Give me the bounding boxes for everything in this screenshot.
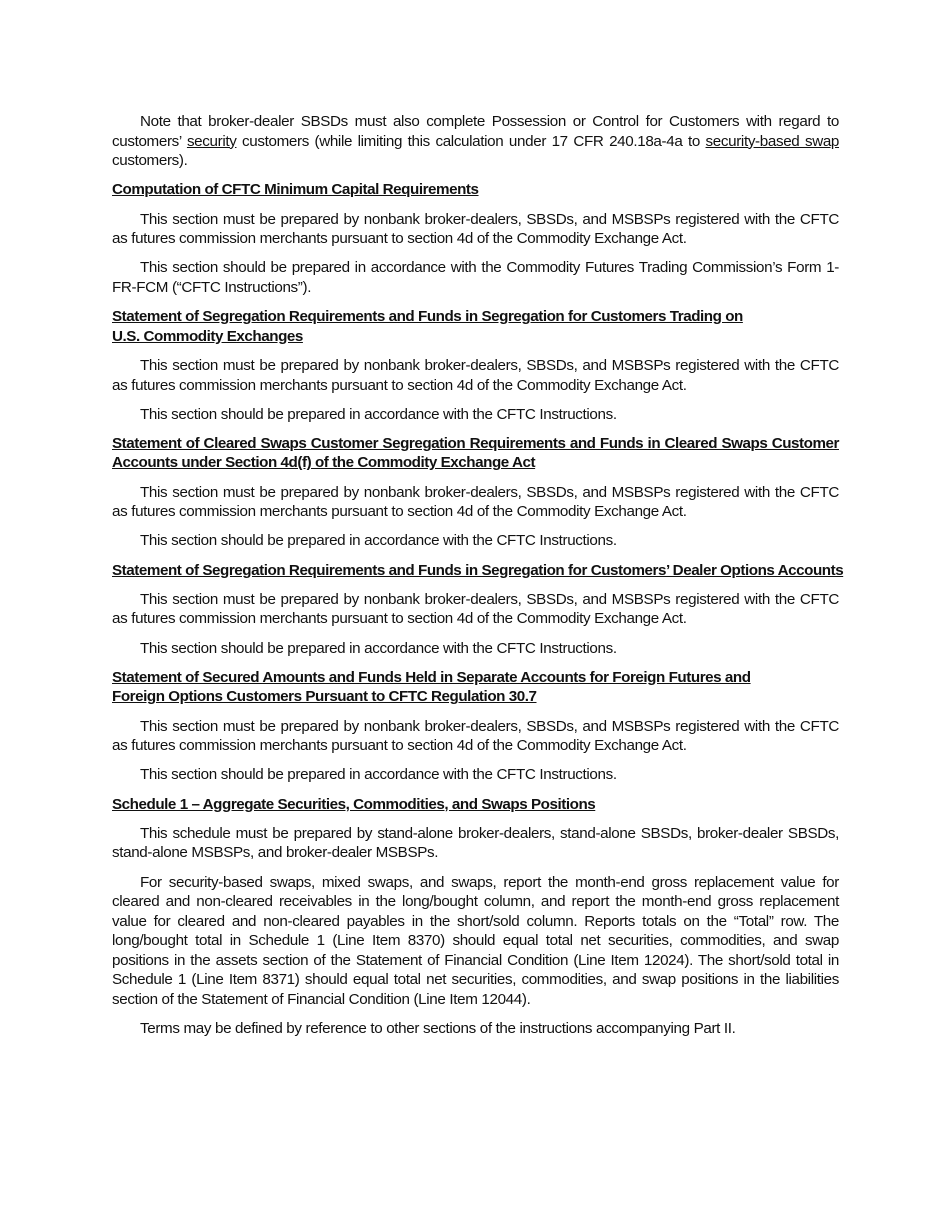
section-paragraph: This section should be prepared in accordance with the CFTC Instructions. — [140, 639, 617, 657]
section-heading-schedule-1: Schedule 1 – Aggregate Securities, Commodities, and Swaps Positions — [112, 795, 596, 813]
intro-text-b: customers (while limiting this calculation under 17 CFR 240.18a-4a to — [236, 132, 706, 150]
section-paragraph: This section should be prepared in accordance with the Commodity Futures Trading Commission’s Form 1-FR-FCM (“CFTC Instructions”). — [112, 259, 839, 296]
section-paragraph: This section must be prepared by nonbank broker-dealers, SBSDs, and MSBSPs registered with the CFTC as futures commission merchants pursuant to section 4d of the Commodity Exchange Act. — [112, 483, 839, 521]
section-paragraph: This section should be prepared in accordance with the CFTC Instructions. — [140, 532, 617, 550]
section-heading-dealer-options-accounts: Statement of Segregation Requirements and Funds in Segregation for Customers’ Dealer Options Accounts — [112, 561, 844, 579]
section-paragraph: This section must be prepared by nonbank broker-dealers, SBSDs, and MSBSPs registered with the CFTC as futures commission merchants pursuant to section 4d of the Commodity Exchange Act. — [112, 590, 839, 628]
section-paragraph: For security-based swaps, mixed swaps, and swaps, report the month-end gross replacement value for cleared and non-cleared receivables in the long/bought column, and report the month-end gross replacement value for cleared and non-cleared payables in the short/sold column. Reports totals on the “Total” row. The long/bought total in Schedule 1 (Line Item 8370) should equal total net securities, commodities, and swap positions in the assets section of the Statement of Financial Condition (Line Item 12024). The short/sold total in Schedule 1 (Line Item 8371) should equal total net securities, commodities, and swap positions in the liabilities section of the Statement of Financial Condition (Line Item 12044). — [112, 873, 839, 1009]
section-heading-segregation-us-commodity-exchanges: Statement of Segregation Requirements and Funds in Segregation for Customers Trading on U.S. Commodity Exchanges — [112, 308, 743, 345]
section-heading-cleared-swaps-customer: Statement of Cleared Swaps Customer Segregation Requirements and Funds in Cleared Swaps Customer Accounts under Section 4d(f) of the Commodity Exchange Act — [112, 434, 839, 472]
section-paragraph: This schedule must be prepared by stand-alone broker-dealers, stand-alone SBSDs, broker-dealer SBSDs, stand-alone MSBSPs, and broker-dealer MSBSPs. — [112, 824, 839, 862]
section-paragraph: This section should be prepared in accordance with the CFTC Instructions. — [140, 766, 617, 784]
intro-text-a: Note that broker-dealer SBSDs must also complete Possession or Control for Customers with regard to customers’ — [112, 113, 839, 150]
section-paragraph: This section must be prepared by nonbank broker-dealers, SBSDs, and MSBSPs registered with the CFTC as futures commission merchants pursuant to section 4d of the Commodity Exchange Act. — [112, 356, 839, 394]
intro-paragraph — [112, 112, 839, 171]
section-paragraph: Terms may be defined by reference to other sections of the instructions accompanying Part II. — [140, 1020, 736, 1038]
intro-text-c: customers). — [112, 152, 188, 170]
section-paragraph: This section must be prepared by nonbank broker-dealers, SBSDs, and MSBSPs registered with the CFTC as futures commission merchants pursuant to section 4d of the Commodity Exchange Act. — [112, 717, 839, 755]
section-heading-secured-amounts-foreign-futures: Statement of Secured Amounts and Funds Held in Separate Accounts for Foreign Futures and Foreign Options Customers Pursuant to CFTC Regulation 30.7 — [112, 668, 751, 706]
intro-underlined-security-based-swap: security-based swap — [705, 132, 840, 150]
section-heading-cftc-minimum-capital: Computation of CFTC Minimum Capital Requirements — [112, 181, 479, 199]
section-paragraph: This section must be prepared by nonbank broker-dealers, SBSDs, and MSBSPs registered with the CFTC as futures commission merchants pursuant to section 4d of the Commodity Exchange Act. — [112, 210, 839, 248]
section-paragraph: This section should be prepared in accordance with the CFTC Instructions. — [140, 405, 617, 423]
intro-underlined-security: security — [186, 132, 237, 150]
document-page — [112, 112, 844, 1048]
